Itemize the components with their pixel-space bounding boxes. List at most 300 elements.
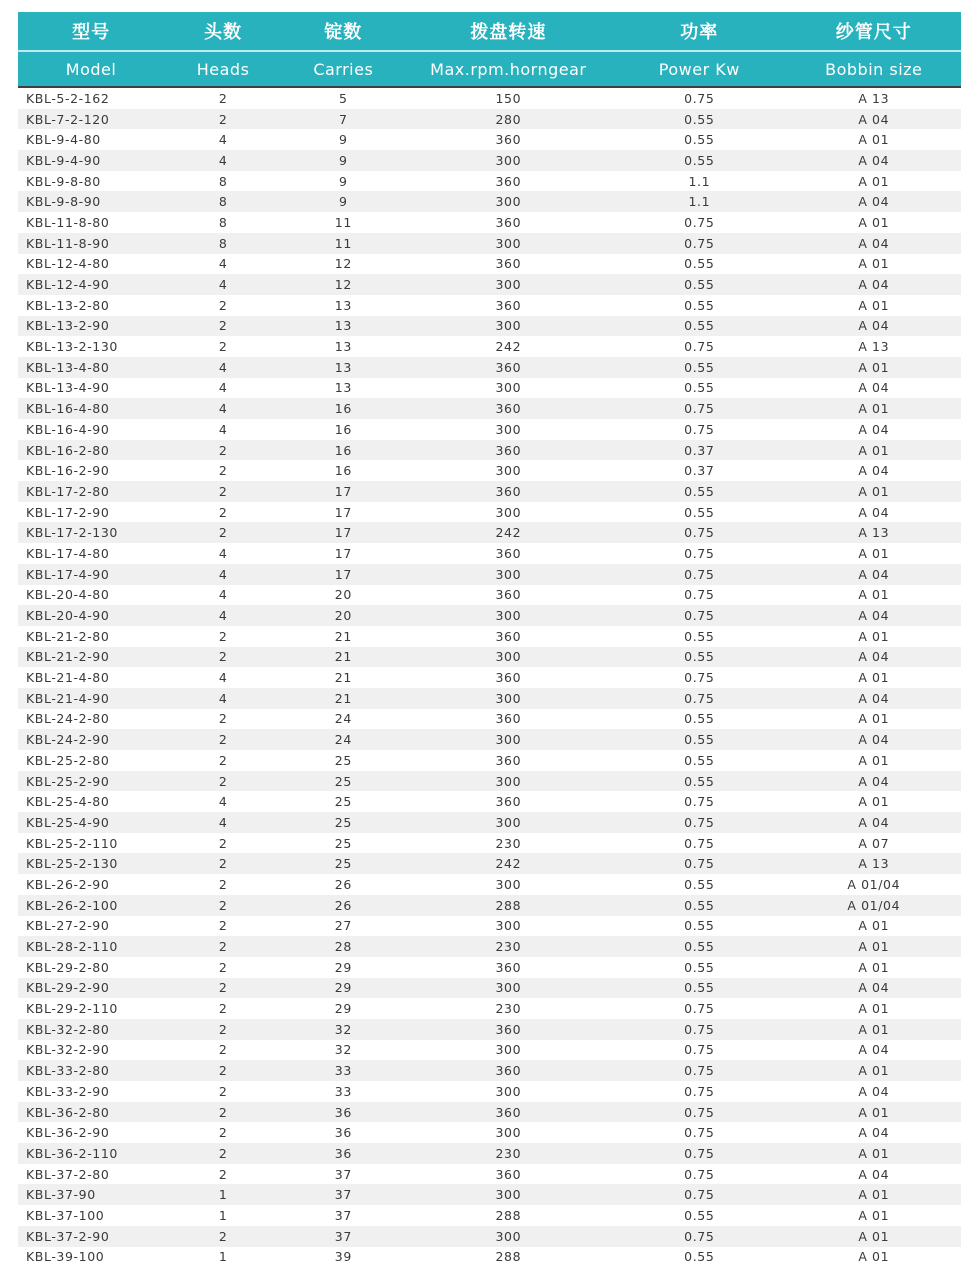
cell-model: KBL-26-2-90 [26, 876, 110, 892]
cell-carries: 33 [334, 1063, 352, 1079]
cell-rpm: 242 [495, 856, 522, 872]
cell-power: 0.75 [684, 1145, 715, 1161]
cell-bobbin: A 01 [858, 1187, 890, 1203]
cell-heads: 2 [218, 856, 228, 872]
cell-carries: 17 [334, 525, 352, 541]
table-row [18, 812, 961, 833]
table-row [18, 585, 961, 606]
cell-heads: 2 [218, 773, 228, 789]
cell-model: KBL-13-4-90 [26, 380, 110, 396]
header-row-chinese [18, 12, 961, 51]
cell-carries: 9 [339, 132, 348, 148]
table-row [18, 791, 961, 812]
cell-heads: 1 [218, 1249, 228, 1265]
cell-carries: 7 [339, 111, 348, 127]
cell-bobbin: A 13 [858, 525, 890, 541]
table-row [18, 895, 961, 916]
cell-heads: 4 [218, 277, 228, 293]
cell-carries: 28 [334, 939, 352, 955]
cell-heads: 2 [218, 876, 228, 892]
cell-model: KBL-29-2-110 [26, 1001, 118, 1017]
cell-power: 0.55 [684, 939, 715, 955]
cell-power: 0.75 [684, 1104, 715, 1120]
cell-carries: 25 [334, 856, 352, 872]
cell-rpm: 360 [495, 1166, 522, 1182]
table-row [18, 233, 961, 254]
cell-power: 0.75 [684, 566, 715, 582]
cell-model: KBL-11-8-80 [26, 214, 110, 230]
cell-carries: 36 [334, 1125, 352, 1141]
cell-heads: 2 [218, 732, 228, 748]
cell-carries: 26 [334, 876, 352, 892]
cell-heads: 2 [218, 918, 228, 934]
cell-power: 0.75 [684, 1187, 715, 1203]
cell-power: 0.55 [684, 256, 715, 272]
cell-rpm: 300 [495, 194, 522, 210]
cell-bobbin: A 01 [858, 1249, 890, 1265]
cell-bobbin: A 01/04 [847, 876, 901, 892]
cell-power: 0.55 [684, 277, 715, 293]
cell-rpm: 300 [495, 152, 522, 168]
cell-bobbin: A 04 [858, 318, 890, 334]
cell-bobbin: A 01 [858, 752, 890, 768]
table-row [18, 647, 961, 668]
table-row [18, 171, 961, 192]
cell-bobbin: A 07 [858, 835, 890, 851]
cell-model: KBL-9-4-80 [26, 132, 101, 148]
cell-power: 0.75 [684, 525, 715, 541]
cell-heads: 2 [218, 980, 228, 996]
cell-heads: 2 [218, 959, 228, 975]
cell-heads: 4 [218, 814, 228, 830]
cell-heads: 2 [218, 752, 228, 768]
table-row [18, 1060, 961, 1081]
table-row [18, 502, 961, 523]
table-row [18, 1247, 961, 1268]
table-row [18, 771, 961, 792]
cell-bobbin: A 01 [858, 1145, 890, 1161]
cell-carries: 26 [334, 897, 352, 913]
cell-heads: 2 [218, 1021, 228, 1037]
table-row [18, 543, 961, 564]
cell-model: KBL-9-4-90 [26, 152, 101, 168]
table-row [18, 481, 961, 502]
cell-carries: 16 [334, 442, 352, 458]
cell-model: KBL-17-2-130 [26, 525, 118, 541]
cell-rpm: 288 [495, 1207, 522, 1223]
cell-bobbin: A 04 [858, 690, 890, 706]
cell-carries: 39 [334, 1249, 352, 1265]
table-row [18, 729, 961, 750]
cell-power: 0.55 [684, 876, 715, 892]
cell-bobbin: A 04 [858, 1125, 890, 1141]
cell-rpm: 300 [495, 732, 522, 748]
cell-rpm: 242 [495, 525, 522, 541]
cell-heads: 4 [218, 256, 228, 272]
cell-bobbin: A 04 [858, 111, 890, 127]
cell-model: KBL-5-2-162 [26, 90, 110, 106]
cell-carries: 11 [334, 235, 352, 251]
table-row [18, 564, 961, 585]
cell-model: KBL-24-2-80 [26, 711, 110, 727]
cell-rpm: 360 [495, 256, 522, 272]
cell-model: KBL-37-90 [26, 1187, 96, 1203]
cell-model: KBL-13-4-80 [26, 359, 110, 375]
cell-rpm: 360 [495, 401, 522, 417]
cell-power: 0.75 [684, 608, 715, 624]
cell-carries: 13 [334, 318, 352, 334]
table-row [18, 667, 961, 688]
cell-heads: 4 [218, 608, 228, 624]
cell-bobbin: A 04 [858, 1083, 890, 1099]
cell-model: KBL-13-2-90 [26, 318, 110, 334]
cell-heads: 4 [218, 670, 228, 686]
cell-model: KBL-9-8-90 [26, 194, 101, 210]
cell-rpm: 242 [495, 339, 522, 355]
cell-heads: 2 [218, 835, 228, 851]
cell-power: 0.75 [684, 587, 715, 603]
cell-carries: 29 [334, 1001, 352, 1017]
table-row [18, 419, 961, 440]
cell-model: KBL-17-4-90 [26, 566, 110, 582]
cell-rpm: 150 [495, 90, 522, 106]
cell-carries: 11 [334, 214, 352, 230]
header-rpm-zh: 拨盘转速 [405, 12, 612, 51]
cell-bobbin: A 01 [858, 401, 890, 417]
cell-power: 0.55 [684, 732, 715, 748]
cell-carries: 9 [339, 152, 348, 168]
cell-bobbin: A 13 [858, 856, 890, 872]
cell-carries: 36 [334, 1145, 352, 1161]
cell-model: KBL-28-2-110 [26, 939, 118, 955]
cell-power: 1.1 [688, 194, 711, 210]
table-row [18, 936, 961, 957]
cell-power: 0.55 [684, 897, 715, 913]
cell-carries: 37 [334, 1228, 352, 1244]
table-row [18, 1040, 961, 1061]
cell-power: 0.55 [684, 483, 715, 499]
cell-bobbin: A 01 [858, 1063, 890, 1079]
cell-bobbin: A 04 [858, 194, 890, 210]
cell-carries: 5 [339, 90, 348, 106]
cell-bobbin: A 13 [858, 90, 890, 106]
cell-power: 0.55 [684, 1249, 715, 1265]
cell-model: KBL-24-2-90 [26, 732, 110, 748]
cell-carries: 25 [334, 835, 352, 851]
cell-carries: 9 [339, 173, 348, 189]
cell-bobbin: A 01 [858, 711, 890, 727]
cell-carries: 37 [334, 1207, 352, 1223]
cell-carries: 24 [334, 711, 352, 727]
table-row [18, 254, 961, 275]
table-row [18, 957, 961, 978]
table-row [18, 833, 961, 854]
table-header [18, 12, 961, 87]
cell-rpm: 360 [495, 132, 522, 148]
cell-heads: 8 [218, 214, 228, 230]
cell-heads: 4 [218, 132, 228, 148]
cell-rpm: 300 [495, 1083, 522, 1099]
cell-bobbin: A 13 [858, 339, 890, 355]
table-row [18, 709, 961, 730]
cell-model: KBL-12-4-80 [26, 256, 110, 272]
cell-model: KBL-26-2-100 [26, 897, 118, 913]
cell-power: 0.75 [684, 235, 715, 251]
cell-model: KBL-21-4-80 [26, 670, 110, 686]
cell-bobbin: A 01 [858, 939, 890, 955]
cell-heads: 2 [218, 525, 228, 541]
cell-power: 0.75 [684, 339, 715, 355]
cell-carries: 21 [334, 690, 352, 706]
cell-power: 0.55 [684, 918, 715, 934]
cell-heads: 4 [218, 152, 228, 168]
cell-carries: 33 [334, 1083, 352, 1099]
cell-power: 0.75 [684, 670, 715, 686]
cell-rpm: 300 [495, 773, 522, 789]
table-row [18, 109, 961, 130]
cell-power: 0.55 [684, 359, 715, 375]
cell-heads: 2 [218, 1125, 228, 1141]
cell-heads: 4 [218, 359, 228, 375]
cell-rpm: 300 [495, 608, 522, 624]
cell-power: 0.75 [684, 690, 715, 706]
table-row [18, 1081, 961, 1102]
cell-bobbin: A 01 [858, 587, 890, 603]
cell-bobbin: A 01 [858, 256, 890, 272]
cell-heads: 2 [218, 1063, 228, 1079]
cell-power: 1.1 [688, 173, 711, 189]
cell-heads: 2 [218, 297, 228, 313]
cell-bobbin: A 04 [858, 1166, 890, 1182]
cell-heads: 4 [218, 380, 228, 396]
cell-power: 0.55 [684, 628, 715, 644]
cell-rpm: 300 [495, 504, 522, 520]
cell-carries: 12 [334, 256, 352, 272]
cell-bobbin: A 04 [858, 152, 890, 168]
table-row [18, 87, 961, 109]
cell-bobbin: A 01 [858, 1228, 890, 1244]
table-body [18, 87, 961, 1267]
table-row [18, 1205, 961, 1226]
table-row [18, 336, 961, 357]
cell-heads: 2 [218, 711, 228, 727]
cell-model: KBL-33-2-90 [26, 1083, 110, 1099]
cell-power: 0.55 [684, 1207, 715, 1223]
cell-model: KBL-25-4-80 [26, 794, 110, 810]
cell-heads: 2 [218, 628, 228, 644]
table-row [18, 522, 961, 543]
cell-power: 0.75 [684, 794, 715, 810]
cell-power: 0.55 [684, 649, 715, 665]
table-row [18, 316, 961, 337]
cell-power: 0.75 [684, 1166, 715, 1182]
cell-power: 0.75 [684, 856, 715, 872]
cell-rpm: 300 [495, 463, 522, 479]
cell-power: 0.75 [684, 835, 715, 851]
cell-power: 0.75 [684, 1125, 715, 1141]
cell-carries: 13 [334, 359, 352, 375]
table-row [18, 1102, 961, 1123]
cell-carries: 24 [334, 732, 352, 748]
cell-model: KBL-21-2-80 [26, 628, 110, 644]
cell-model: KBL-17-2-80 [26, 483, 110, 499]
cell-model: KBL-21-4-90 [26, 690, 110, 706]
cell-rpm: 300 [495, 277, 522, 293]
cell-power: 0.75 [684, 545, 715, 561]
cell-power: 0.75 [684, 421, 715, 437]
cell-rpm: 300 [495, 1228, 522, 1244]
cell-bobbin: A 04 [858, 814, 890, 830]
cell-model: KBL-17-2-90 [26, 504, 110, 520]
table-row [18, 295, 961, 316]
cell-bobbin: A 01 [858, 1207, 890, 1223]
cell-rpm: 230 [495, 1001, 522, 1017]
cell-heads: 4 [218, 545, 228, 561]
cell-heads: 2 [218, 318, 228, 334]
cell-heads: 4 [218, 587, 228, 603]
cell-carries: 21 [334, 649, 352, 665]
cell-power: 0.75 [684, 401, 715, 417]
cell-rpm: 288 [495, 1249, 522, 1265]
cell-power: 0.55 [684, 980, 715, 996]
table-row [18, 398, 961, 419]
cell-model: KBL-32-2-90 [26, 1042, 110, 1058]
cell-heads: 2 [218, 1083, 228, 1099]
cell-rpm: 230 [495, 939, 522, 955]
cell-heads: 2 [218, 339, 228, 355]
cell-bobbin: A 01 [858, 359, 890, 375]
table-row [18, 688, 961, 709]
cell-heads: 2 [218, 939, 228, 955]
cell-model: KBL-37-2-90 [26, 1228, 110, 1244]
cell-carries: 12 [334, 277, 352, 293]
cell-power: 0.75 [684, 90, 715, 106]
cell-rpm: 230 [495, 1145, 522, 1161]
cell-model: KBL-36-2-110 [26, 1145, 118, 1161]
table-row [18, 212, 961, 233]
cell-bobbin: A 04 [858, 649, 890, 665]
cell-rpm: 360 [495, 587, 522, 603]
cell-power: 0.55 [684, 711, 715, 727]
table-row [18, 916, 961, 937]
cell-model: KBL-7-2-120 [26, 111, 110, 127]
cell-bobbin: A 04 [858, 504, 890, 520]
cell-carries: 17 [334, 504, 352, 520]
table-row [18, 1164, 961, 1185]
cell-power: 0.55 [684, 773, 715, 789]
cell-model: KBL-16-2-80 [26, 442, 110, 458]
cell-rpm: 360 [495, 670, 522, 686]
cell-model: KBL-16-4-80 [26, 401, 110, 417]
cell-heads: 4 [218, 566, 228, 582]
cell-bobbin: A 04 [858, 608, 890, 624]
cell-model: KBL-39-100 [26, 1249, 105, 1265]
cell-model: KBL-36-2-80 [26, 1104, 110, 1120]
cell-rpm: 360 [495, 1063, 522, 1079]
cell-model: KBL-37-2-80 [26, 1166, 110, 1182]
cell-heads: 2 [218, 442, 228, 458]
cell-power: 0.55 [684, 959, 715, 975]
cell-carries: 9 [339, 194, 348, 210]
cell-rpm: 360 [495, 483, 522, 499]
table-row [18, 378, 961, 399]
cell-carries: 20 [334, 608, 352, 624]
cell-carries: 16 [334, 401, 352, 417]
cell-rpm: 230 [495, 835, 522, 851]
cell-carries: 13 [334, 339, 352, 355]
cell-rpm: 300 [495, 690, 522, 706]
cell-power: 0.37 [684, 463, 715, 479]
header-heads-en: Heads [164, 51, 282, 87]
cell-bobbin: A 01 [858, 670, 890, 686]
cell-bobbin: A 01 [858, 1021, 890, 1037]
cell-power: 0.75 [684, 1228, 715, 1244]
cell-carries: 25 [334, 773, 352, 789]
cell-model: KBL-25-4-90 [26, 814, 110, 830]
table-row [18, 191, 961, 212]
header-model-en: Model [18, 51, 164, 87]
cell-carries: 13 [334, 297, 352, 313]
cell-carries: 21 [334, 628, 352, 644]
cell-heads: 2 [218, 1042, 228, 1058]
cell-rpm: 360 [495, 173, 522, 189]
table-row [18, 853, 961, 874]
cell-rpm: 300 [495, 814, 522, 830]
cell-carries: 32 [334, 1042, 352, 1058]
cell-carries: 25 [334, 752, 352, 768]
cell-rpm: 300 [495, 235, 522, 251]
cell-bobbin: A 01 [858, 483, 890, 499]
header-carries-zh: 锭数 [282, 12, 405, 51]
cell-rpm: 300 [495, 566, 522, 582]
cell-rpm: 300 [495, 918, 522, 934]
cell-carries: 29 [334, 980, 352, 996]
cell-bobbin: A 01 [858, 442, 890, 458]
cell-bobbin: A 04 [858, 463, 890, 479]
table-row [18, 1019, 961, 1040]
cell-power: 0.75 [684, 1021, 715, 1037]
cell-heads: 2 [218, 111, 228, 127]
cell-model: KBL-32-2-80 [26, 1021, 110, 1037]
cell-rpm: 300 [495, 1042, 522, 1058]
cell-carries: 16 [334, 421, 352, 437]
cell-bobbin: A 01/04 [847, 897, 901, 913]
cell-heads: 1 [218, 1207, 228, 1223]
cell-heads: 4 [218, 794, 228, 810]
cell-heads: 2 [218, 897, 228, 913]
table-row [18, 1143, 961, 1164]
cell-model: KBL-25-2-130 [26, 856, 118, 872]
cell-rpm: 360 [495, 711, 522, 727]
cell-heads: 8 [218, 194, 228, 210]
cell-carries: 17 [334, 545, 352, 561]
cell-bobbin: A 01 [858, 132, 890, 148]
table-row [18, 626, 961, 647]
cell-heads: 2 [218, 1228, 228, 1244]
cell-power: 0.75 [684, 1001, 715, 1017]
table-row [18, 1122, 961, 1143]
table-row [18, 874, 961, 895]
cell-heads: 2 [218, 1104, 228, 1120]
cell-rpm: 360 [495, 297, 522, 313]
table-row [18, 978, 961, 999]
cell-power: 0.55 [684, 380, 715, 396]
header-carries-en: Carries [282, 51, 405, 87]
cell-bobbin: A 01 [858, 794, 890, 810]
cell-heads: 1 [218, 1187, 228, 1203]
cell-carries: 32 [334, 1021, 352, 1037]
cell-carries: 21 [334, 670, 352, 686]
